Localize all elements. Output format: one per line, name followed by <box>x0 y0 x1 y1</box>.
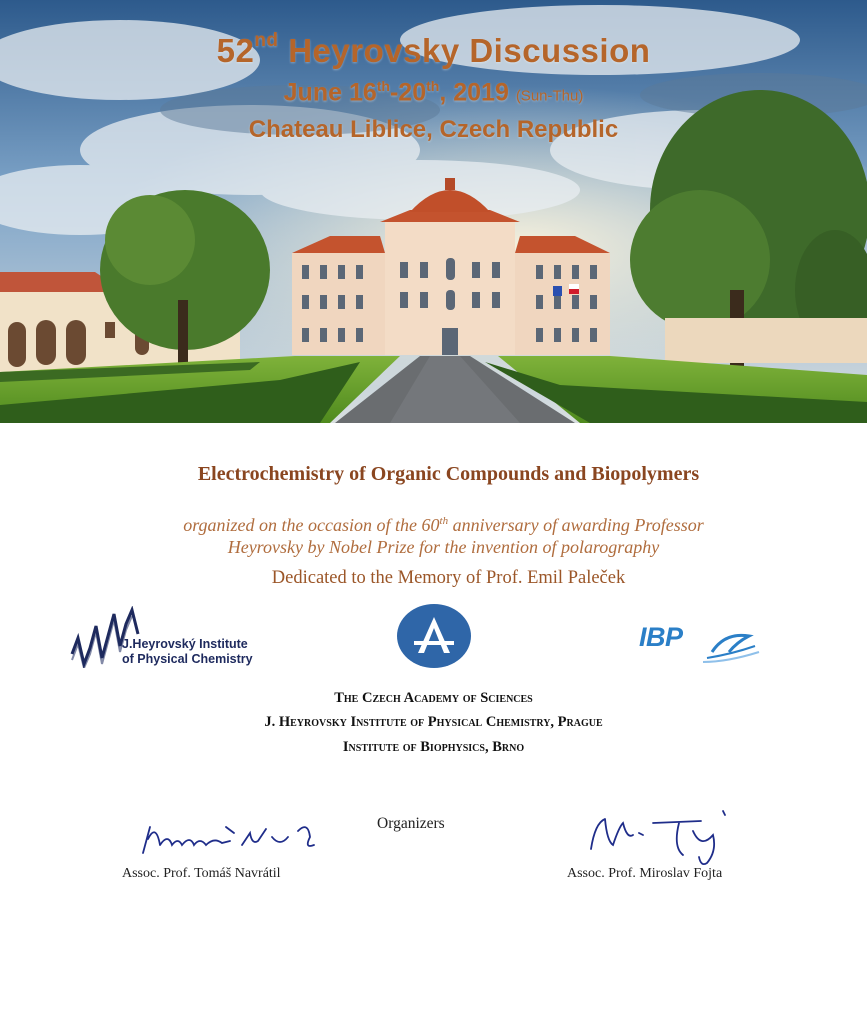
organizers-label: Organizers <box>377 815 445 832</box>
event-title <box>0 32 867 70</box>
signer-right-name: Assoc. Prof. Miroslav Fojta <box>567 866 723 881</box>
occasion-line-1 <box>20 510 867 536</box>
ibp-logo <box>637 622 762 666</box>
signature-fojta <box>583 805 743 870</box>
conference-subtitle: Electrochemistry of Organic Compounds and Biopolymers <box>197 463 700 485</box>
institution-academy: The Czech Academy of Sciences <box>334 690 533 706</box>
institution-biophysics: Institute of Biophysics, Brno <box>342 739 525 755</box>
dates-year: , 2019 <box>439 78 509 107</box>
event-days: (Sun-Thu) <box>515 87 584 105</box>
dedication: Dedicated to the Memory of Prof. Emil Paleček <box>271 568 626 588</box>
institution-jhi: J. Heyrovsky Institute of Physical Chemistry, Prague <box>264 714 603 730</box>
event-dates <box>0 78 867 107</box>
event-venue: Chateau Liblice, Czech Republic <box>248 116 619 143</box>
header-photo <box>0 0 867 423</box>
signer-left-name: Assoc. Prof. Tomáš Navrátil <box>122 866 281 881</box>
dates-start-suffix: th <box>376 78 390 94</box>
signature-right-image <box>583 805 743 870</box>
academy-a-icon <box>396 603 472 669</box>
academy-logo <box>396 603 472 669</box>
ibp-logo-text: IBP <box>639 622 683 652</box>
signature-navratil <box>138 815 338 865</box>
jhi-line-2: of Physical Chemistry <box>122 652 253 666</box>
ibp-swirl-icon <box>637 622 762 666</box>
dates-end-suffix: th <box>426 78 440 94</box>
occasion-line-1-sup: th <box>439 515 449 527</box>
occasion-line-1-b: anniversary of awarding Professor <box>448 515 704 535</box>
occasion-text <box>0 510 867 558</box>
event-number-suffix: nd <box>254 30 279 51</box>
jhi-logo-text <box>122 637 253 667</box>
jhi-line-1: J.Heyrovský Institute <box>122 637 248 651</box>
dates-start: June 16 <box>283 78 377 107</box>
event-number: 52 <box>216 32 255 69</box>
event-name: Heyrovsky Discussion <box>288 32 651 69</box>
signature-left-image <box>138 815 338 865</box>
occasion-line-2: Heyrovsky by Nobel Prize for the invention of polarography <box>227 537 660 557</box>
dates-sep: -20 <box>389 78 427 107</box>
jhi-logo <box>70 606 290 668</box>
occasion-line-1-a: organized on the occasion of the 60 <box>183 515 440 535</box>
